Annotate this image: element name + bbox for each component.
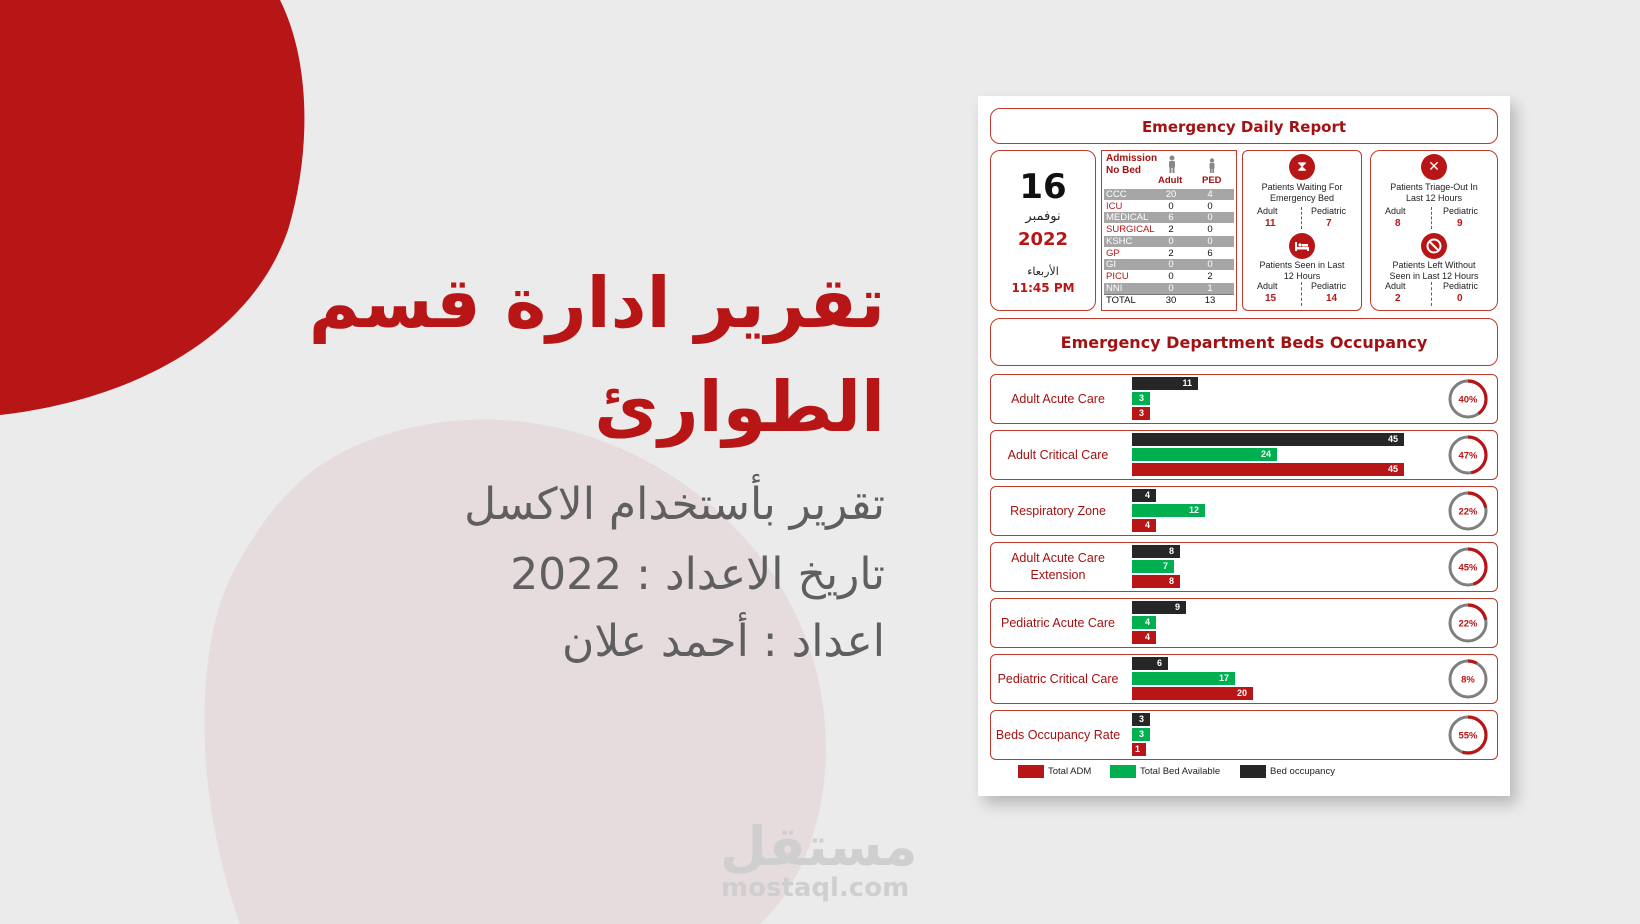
adm-bar xyxy=(1132,407,1150,420)
gauge-percent-label: 22% xyxy=(1458,618,1478,630)
hero-date: تاريخ الاعداد : 2022 xyxy=(510,549,885,600)
triage-label-line2: Last 12 Hours xyxy=(1405,193,1463,204)
row-adult: 2 xyxy=(1168,224,1174,236)
seen-ped-label: Pediatric xyxy=(1311,281,1347,291)
row-adult: 0 xyxy=(1168,282,1174,294)
left-adult-label: Adult xyxy=(1385,281,1406,291)
bar-value-label: 4 xyxy=(1144,617,1150,627)
adm-bar xyxy=(1132,687,1253,700)
percent-gauge xyxy=(1447,546,1489,588)
triage-ped-label: Pediatric xyxy=(1443,206,1479,216)
waiting-adult-label: Adult xyxy=(1257,206,1278,216)
table-row xyxy=(1104,189,1234,200)
gauge-percent-label: 45% xyxy=(1458,562,1478,574)
occupancy-bar xyxy=(1132,545,1180,558)
row-ped: 0 xyxy=(1207,224,1213,236)
percent-gauge xyxy=(1447,658,1489,700)
legend-swatch-available xyxy=(1110,765,1136,778)
red-blob-shape xyxy=(0,0,304,415)
date-day: 16 xyxy=(1019,167,1067,207)
waiting-label-line2: Emergency Bed xyxy=(1269,193,1335,204)
table-row xyxy=(1104,236,1234,247)
bar-value-label: 17 xyxy=(1218,673,1229,683)
report-title-box xyxy=(990,108,1498,144)
gauge-percent-label: 55% xyxy=(1458,730,1478,742)
table-row xyxy=(1104,248,1234,259)
occupancy-row xyxy=(990,374,1498,424)
triage-adult-label: Adult xyxy=(1385,206,1406,216)
row-name: GP xyxy=(1106,247,1120,259)
adm-bar xyxy=(1132,631,1156,644)
adm-bar xyxy=(1132,743,1146,756)
admission-title-line1: Admission xyxy=(1106,153,1158,164)
date-month: نوفمبر xyxy=(1025,209,1061,224)
legend-item-occupancy xyxy=(1240,765,1335,778)
occupancy-title: Emergency Department Beds Occupancy xyxy=(1060,333,1428,352)
row-name: MEDICAL xyxy=(1106,212,1149,224)
bar-value-label: 6 xyxy=(1156,658,1162,668)
row-ped: 2 xyxy=(1207,270,1213,282)
category-label: Adult Critical Care xyxy=(1007,447,1109,462)
bar-value-label: 7 xyxy=(1162,561,1168,571)
bar-value-label: 12 xyxy=(1188,505,1199,515)
triage-divider xyxy=(1431,207,1432,229)
left-divider xyxy=(1431,282,1432,306)
bar-value-label: 4 xyxy=(1144,490,1150,500)
occupancy-row xyxy=(990,486,1498,536)
bar-value-label: 45 xyxy=(1387,434,1398,444)
available-bar xyxy=(1132,504,1205,517)
gauge-percent-label: 47% xyxy=(1458,450,1478,462)
row-name: TOTAL xyxy=(1106,295,1136,307)
bar-value-label: 4 xyxy=(1144,632,1150,642)
legend-label-occupancy: Bed occupancy xyxy=(1270,766,1335,778)
bar-value-label: 45 xyxy=(1387,464,1398,474)
available-bar xyxy=(1132,672,1235,685)
bar-value-label: 3 xyxy=(1138,393,1144,403)
report-card xyxy=(978,96,1510,796)
row-adult: 30 xyxy=(1165,295,1177,307)
bar-value-label: 11 xyxy=(1182,378,1192,388)
row-ped: 1 xyxy=(1207,282,1213,294)
row-name: SURGICAL xyxy=(1106,224,1155,236)
seen-label-line2: 12 Hours xyxy=(1283,271,1321,282)
left-adult-value: 2 xyxy=(1395,293,1401,304)
seen-divider xyxy=(1301,282,1302,306)
available-bar xyxy=(1132,728,1150,741)
occupancy-bar xyxy=(1132,657,1168,670)
left-ped-label: Pediatric xyxy=(1443,281,1479,291)
table-row xyxy=(1104,212,1234,223)
category-label: Adult Acute Care xyxy=(1011,391,1105,406)
row-ped: 13 xyxy=(1204,295,1216,307)
category-label: Adult Acute Care Extension xyxy=(1011,551,1105,582)
child-person-icon xyxy=(1207,158,1217,173)
legend-item-adm xyxy=(1018,765,1091,778)
row-name: CCC xyxy=(1106,189,1127,200)
left-label-line1: Patients Left Without xyxy=(1392,260,1476,270)
col-ped-header: PED xyxy=(1202,175,1222,186)
row-adult: 0 xyxy=(1168,259,1174,271)
occupancy-bar xyxy=(1132,489,1156,502)
row-ped: 0 xyxy=(1207,200,1213,212)
watermark-logo: مستقل xyxy=(720,815,918,878)
seen-label xyxy=(1243,260,1361,283)
bar-value-label: 1 xyxy=(1134,744,1140,754)
adult-person-icon xyxy=(1166,155,1178,173)
percent-gauge xyxy=(1447,714,1489,756)
occupancy-bar xyxy=(1132,377,1198,390)
hourglass-icon: ⧗ xyxy=(1289,154,1315,180)
occupancy-bar xyxy=(1132,601,1186,614)
bar-value-label: 8 xyxy=(1168,546,1174,556)
row-ped: 6 xyxy=(1207,247,1213,259)
percent-gauge xyxy=(1447,378,1489,420)
row-adult: 0 xyxy=(1168,200,1174,212)
gauge-percent-label: 40% xyxy=(1458,394,1478,406)
legend-swatch-adm xyxy=(1018,765,1044,778)
row-name: PICU xyxy=(1106,270,1129,282)
row-adult: 0 xyxy=(1168,235,1174,247)
date-year: 2022 xyxy=(1017,229,1069,250)
bar-value-label: 24 xyxy=(1260,449,1271,459)
occupancy-row xyxy=(990,598,1498,648)
legend-label-available: Total Bed Available xyxy=(1140,766,1221,778)
table-row xyxy=(1104,283,1234,294)
adm-bar xyxy=(1132,463,1404,476)
admission-title-line2: No Bed xyxy=(1106,165,1141,176)
row-adult: 2 xyxy=(1168,247,1174,259)
left-label xyxy=(1371,260,1497,283)
waiting-label xyxy=(1243,182,1361,205)
report-title: Emergency Daily Report xyxy=(1141,118,1347,136)
legend-label-adm: Total ADM xyxy=(1048,766,1092,778)
row-ped: 0 xyxy=(1207,235,1213,247)
close-icon: ✕ xyxy=(1421,154,1447,180)
category-label: Beds Occupancy Rate xyxy=(995,727,1121,742)
triage-label-line1: Patients Triage-Out In xyxy=(1390,182,1478,192)
seen-ped-value: 14 xyxy=(1326,293,1338,304)
no-entry-icon xyxy=(1421,233,1447,259)
bar-value-label: 20 xyxy=(1236,688,1247,698)
category-label: Respiratory Zone xyxy=(1010,503,1106,518)
legend-item-available xyxy=(1110,765,1220,778)
seen-adult-value: 15 xyxy=(1265,293,1277,304)
watermark-url: mostaql.com xyxy=(721,873,910,903)
left-ped-value: 0 xyxy=(1457,293,1463,304)
available-bar xyxy=(1132,392,1150,405)
occupancy-row xyxy=(990,654,1498,704)
date-time: 11:45 PM xyxy=(1011,281,1075,295)
occupancy-row xyxy=(990,710,1498,760)
row-adult: 6 xyxy=(1168,212,1174,224)
bar-value-label: 4 xyxy=(1144,520,1150,530)
occupancy-bar xyxy=(1132,433,1404,446)
seen-label-line1: Patients Seen in Last xyxy=(1259,260,1345,270)
gauge-percent-label: 8% xyxy=(1461,674,1475,686)
bar-value-label: 3 xyxy=(1138,729,1144,739)
waiting-ped-label: Pediatric xyxy=(1311,206,1347,216)
bed-icon xyxy=(1289,233,1315,259)
table-row xyxy=(1104,271,1234,282)
occupancy-bar xyxy=(1132,713,1150,726)
percent-gauge xyxy=(1447,602,1489,644)
row-name: KSHC xyxy=(1106,235,1133,247)
row-ped: 0 xyxy=(1207,212,1213,224)
table-row xyxy=(1104,224,1234,235)
waiting-divider xyxy=(1301,207,1302,229)
waiting-seen-box xyxy=(1242,150,1362,311)
available-bar xyxy=(1132,560,1174,573)
adm-bar xyxy=(1132,519,1156,532)
waiting-label-line1: Patients Waiting For xyxy=(1261,182,1343,192)
percent-gauge xyxy=(1447,490,1489,532)
admission-table xyxy=(1101,150,1237,311)
row-name: GI xyxy=(1106,259,1117,271)
triage-ped-value: 9 xyxy=(1457,218,1463,229)
waiting-adult-value: 11 xyxy=(1265,218,1276,229)
row-name: ICU xyxy=(1106,200,1123,212)
hero-subtitle: تقرير بأستخدام الاكسل xyxy=(464,479,885,530)
col-adult-header: Adult xyxy=(1158,175,1183,186)
adm-bar xyxy=(1132,575,1180,588)
row-adult: 20 xyxy=(1165,189,1177,200)
bar-value-label: 9 xyxy=(1174,602,1180,612)
triage-label xyxy=(1371,182,1497,205)
table-row xyxy=(1104,201,1234,212)
table-row xyxy=(1104,259,1234,270)
hero-title-line2: الطوارئ xyxy=(594,366,885,448)
triage-adult-value: 8 xyxy=(1395,218,1401,229)
hero-title-line1: تقرير ادارة قسم xyxy=(308,262,885,344)
occupancy-row xyxy=(990,542,1498,592)
left-label-line2: Seen in Last 12 Hours xyxy=(1389,271,1479,282)
date-weekday: الأربعاء xyxy=(1027,265,1059,278)
row-adult: 0 xyxy=(1168,270,1174,282)
hero-author: اعداد : أحمد علان xyxy=(562,616,885,667)
row-ped: 4 xyxy=(1207,189,1213,200)
gauge-percent-label: 22% xyxy=(1458,506,1478,518)
seen-adult-label: Adult xyxy=(1257,281,1278,291)
triage-left-box xyxy=(1370,150,1498,311)
row-ped: 0 xyxy=(1207,259,1213,271)
bar-value-label: 8 xyxy=(1168,576,1174,586)
date-box xyxy=(990,150,1096,311)
occupancy-row xyxy=(990,430,1498,480)
available-bar xyxy=(1132,448,1277,461)
waiting-ped-value: 7 xyxy=(1326,218,1332,229)
row-name: NNI xyxy=(1106,282,1123,294)
category-label: Pediatric Acute Care xyxy=(1001,615,1115,630)
bar-value-label: 3 xyxy=(1138,714,1144,724)
category-label: Pediatric Critical Care xyxy=(997,671,1119,686)
bar-value-label: 3 xyxy=(1138,408,1144,418)
percent-gauge xyxy=(1447,434,1489,476)
legend-swatch-occupancy xyxy=(1240,765,1266,778)
occupancy-title-box xyxy=(990,318,1498,366)
available-bar xyxy=(1132,616,1156,629)
admission-total-row xyxy=(1104,294,1234,305)
